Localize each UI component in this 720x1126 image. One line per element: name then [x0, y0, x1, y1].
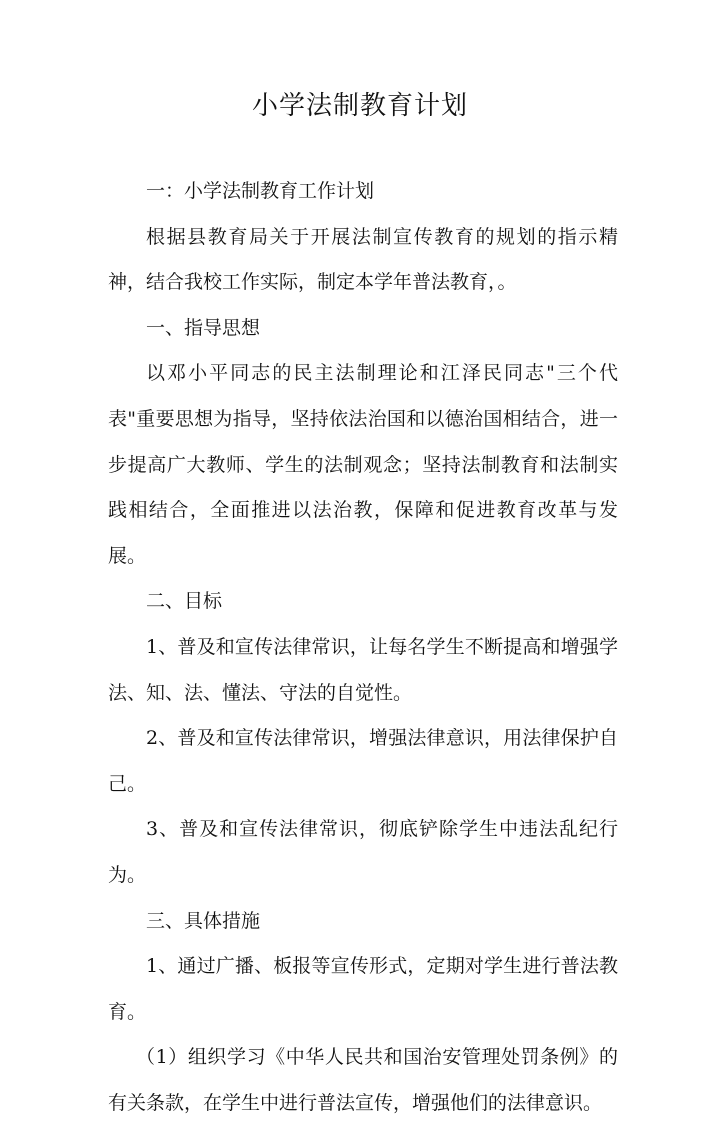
goal-item-3: 3、普及和宣传法律常识，彻底铲除学生中违法乱纪行为。 [108, 818, 618, 886]
guiding-thought-paragraph: 以邓小平同志的民主法制理论和江泽民同志"三个代表"重要思想为指导，坚持依法治国和以德治国相结合，进一步提高广大教师、学生的法制观念；坚持法制教育和法制实践相结合，全面推进以法治教，保障和促进教育改革与发展。 [108, 362, 618, 567]
goal-item-1: 1、普及和宣传法律常识，让每名学生不断提高和增强学法、知、法、懂法、守法的自觉性。 [108, 635, 618, 704]
document-body [108, 169, 618, 1126]
measure-subitem-1: （1）组织学习《中华人民共和国治安管理处罚条例》的有关条款，在学生中进行普法宣传，增强他们的法律意识。 [108, 1046, 618, 1114]
section-heading-guiding-thought: 一、指导思想 [146, 316, 261, 339]
document-title: 小学法制教育计划 [251, 91, 468, 121]
section-heading-plan: 一：小学法制教育工作计划 [146, 180, 375, 202]
measure-item-1: 1、通过广播、板报等宣传形式，定期对学生进行普法教育。 [108, 955, 618, 1023]
section-heading-goals: 二、目标 [146, 590, 223, 613]
intro-paragraph: 根据县教育局关于开展法制宣传教育的规划的指示精神，结合我校工作实际，制定本学年普法教育，。 [108, 225, 618, 294]
goal-item-2: 2、普及和宣传法律常识，增强法律意识，用法律保护自己。 [108, 727, 618, 795]
section-heading-measures: 三、具体措施 [146, 909, 261, 932]
